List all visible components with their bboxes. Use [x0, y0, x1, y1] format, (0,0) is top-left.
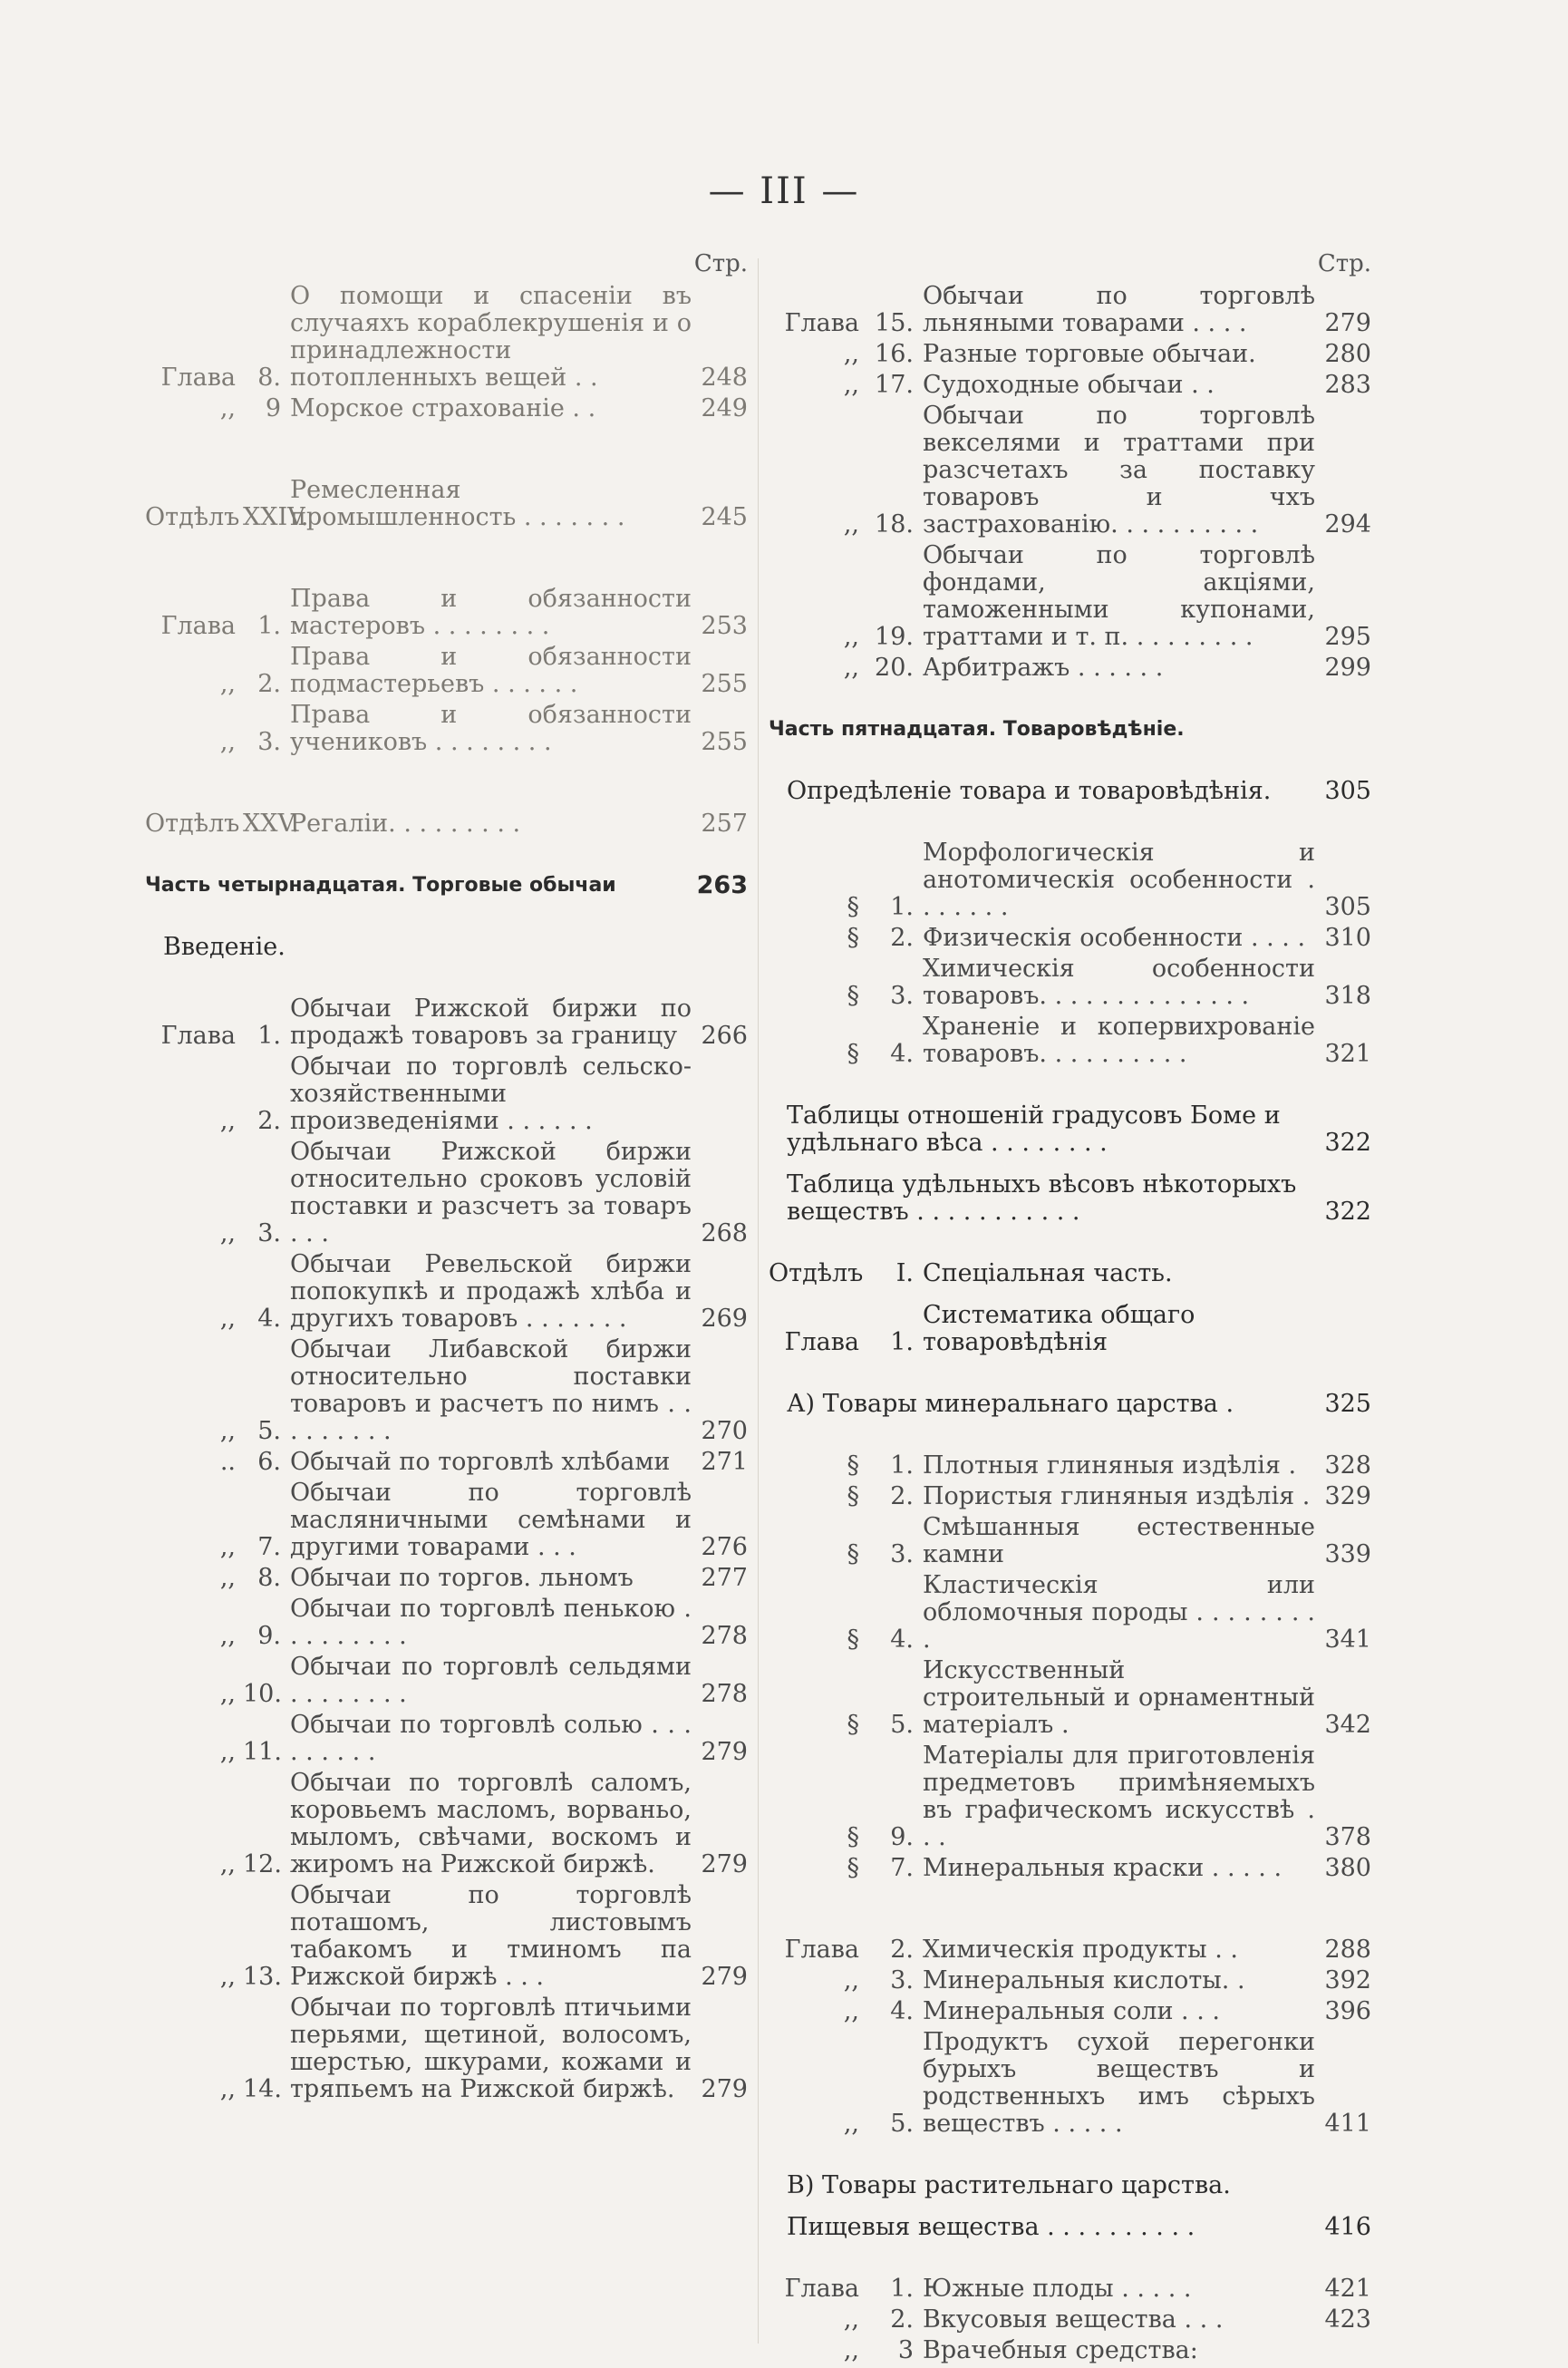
entry-page: 288: [1324, 1936, 1371, 1964]
toc-entry: [769, 1260, 1371, 1287]
entry-title: Обычаи по торговлѣ сельско-хозяйственными произведеніями . . . . . .: [290, 1053, 692, 1135]
entry-page: 328: [1324, 1451, 1371, 1480]
entry-title: О помощи и спасеніи въ случаяхъ кораблекрушенія и о принадлежности потопленныхъ вещей . .: [290, 282, 692, 392]
entry-number: 3: [897, 2336, 914, 2364]
entry-page: 310: [1324, 924, 1371, 952]
toc-entry: [145, 283, 748, 392]
entry-number: 5.: [257, 1417, 281, 1445]
entry-number: 9: [265, 394, 281, 422]
entry-number: 2.: [890, 924, 914, 952]
entry-label: ,,: [843, 623, 859, 651]
entry-number: 4.: [890, 1626, 914, 1654]
entry-title: Обычаи по торговлѣ пенькою . . . . . . . . .: [290, 1595, 692, 1650]
entry-title: Обычаи по торговлѣ птичьими перьями, щетиной, волосомъ, шерстью, шкурами, кожами и тряпьемъ на Рижской биржѣ.: [290, 1994, 692, 2103]
entry-title: Арбитражъ . . . . . .: [923, 654, 1164, 682]
entry-label: ,,: [219, 1680, 236, 1708]
entry-title: Смѣшанныя естественные камни: [923, 1513, 1315, 1568]
entry-title: Южные плоды . . . . .: [923, 2275, 1192, 2303]
toc-entry: [769, 403, 1371, 539]
toc-entry: [145, 1712, 748, 1766]
entry-title: Минеральныя краски . . . . .: [923, 1854, 1282, 1882]
entry-title: Систематика общаго товаровѣдѣнія: [923, 1301, 1195, 1356]
entry-title: Спеціальная часть.: [923, 1259, 1173, 1287]
toc-entry: [769, 542, 1371, 651]
page-number: — III —: [708, 170, 860, 212]
entry-title: Физическія особенности . . . .: [923, 924, 1306, 952]
entry-number: 9.: [890, 1823, 914, 1851]
entry-label: ,,: [843, 654, 859, 682]
toc-entry: [769, 839, 1371, 921]
toc-entry: [145, 1994, 748, 2103]
entry-title: Обычай по торговлѣ хлѣбами: [290, 1448, 671, 1476]
entry-label: Отдѣлъ: [769, 1259, 864, 1287]
toc-entry: [769, 1936, 1371, 1964]
entry-number: 3.: [890, 1966, 914, 1994]
entry-title: Таблица удѣльныхъ вѣсовъ нѣкоторыхъ веществъ . . . . . . . . . . .: [787, 1170, 1297, 1226]
entry-label: ,,: [843, 2110, 859, 2138]
entry-page: 423: [1324, 2305, 1371, 2334]
entry-number: 18.: [875, 510, 914, 539]
entry-number: 6.: [257, 1448, 281, 1476]
toc-entry: [769, 1483, 1371, 1510]
entry-label: Глава: [784, 2275, 859, 2303]
entry-label: §: [847, 1626, 859, 1654]
entry-label: ,,: [219, 1305, 236, 1333]
entry-title: Права и обязанности учениковъ . . . . . . . .: [290, 701, 692, 756]
entry-page: 342: [1324, 1711, 1371, 1739]
toc-entry: [145, 1882, 748, 1991]
entry-page: 411: [1324, 2110, 1371, 2138]
entry-label: Глава: [160, 1022, 236, 1050]
entry-number: 14.: [243, 2075, 282, 2103]
entry-page: 325: [1324, 1390, 1371, 1418]
entry-number: 20.: [875, 654, 914, 682]
entry-label: ,,: [843, 371, 859, 399]
entry-number: 3.: [890, 1540, 914, 1568]
entry-title: Регаліи. . . . . . . . .: [290, 810, 521, 838]
entry-number: 19.: [875, 623, 914, 651]
toc-entry: [769, 1998, 1371, 2025]
toc-entry: [769, 283, 1371, 337]
entry-title: Судоходные обычаи . .: [923, 371, 1215, 399]
entry-page: 269: [701, 1305, 748, 1333]
entry-page: 279: [701, 1963, 748, 1991]
entry-page: 396: [1324, 1997, 1371, 2025]
entry-title: Разные торговые обычаи.: [923, 340, 1256, 368]
entry-page: 378: [1324, 1823, 1371, 1851]
entry-number: 4.: [890, 1040, 914, 1068]
toc-entry: [145, 1336, 748, 1445]
entry-title: Морское страхованіе . .: [290, 394, 596, 422]
entry-title: Обычаи по торговлѣ саломъ, коровьемъ масломъ, ворваньо, мыломъ, свѣчами, воскомъ и жиромъ на Рижской биржѣ.: [290, 1769, 692, 1878]
toc-entry: [145, 995, 748, 1050]
entry-number: 3.: [257, 728, 281, 756]
entry-title: Пищевыя вещества . . . . . . . . . .: [787, 2213, 1195, 2241]
entry-title: Обычаи Либавской биржи относительно поставки товаровъ и расчетъ по нимъ . . . . . . . . .: [290, 1335, 692, 1445]
entry-title: Часть четырнадцатая. Торговые обычаи: [145, 874, 616, 897]
entry-label: Отдѣлъ: [145, 810, 240, 838]
entry-number: 9.: [257, 1622, 281, 1650]
entry-number: 1.: [890, 1328, 914, 1356]
entry-page: 266: [701, 1022, 748, 1050]
toc-entry: [769, 2214, 1371, 2241]
entry-label: §: [847, 924, 859, 952]
entry-page: 277: [701, 1564, 748, 1592]
entry-label: Глава: [160, 612, 236, 640]
toc-list-left: [145, 283, 748, 2103]
entry-label: §: [847, 1823, 859, 1851]
entry-label: ,,: [219, 1107, 236, 1135]
entry-number: I.: [895, 1259, 914, 1287]
entry-page: 305: [1324, 893, 1371, 921]
entry-number: 5.: [890, 2110, 914, 2138]
toc-entry: [769, 1452, 1371, 1480]
entry-label: ,,: [219, 1564, 236, 1592]
entry-title: Обычаи Ревельской биржи попокупкѣ и продажѣ хлѣба и другихъ товаровъ . . . . . . .: [290, 1250, 692, 1333]
entry-number: 3.: [257, 1219, 281, 1247]
toc-entry: [145, 1053, 748, 1135]
entry-label: ,,: [843, 510, 859, 539]
entry-title: Обычаи по торговлѣ векселями и траттами при разсчетахъ за поставку товаровъ и чхъ застрахованію. . . . . . . . . .: [923, 402, 1315, 539]
entry-number: 2.: [890, 2305, 914, 2334]
entry-page: 329: [1324, 1482, 1371, 1510]
toc-entry: [769, 2276, 1371, 2303]
toc-entry: [769, 778, 1371, 805]
entry-title: Морфологическія и анотомическія особенности . . . . . . .: [923, 839, 1315, 921]
toc-entry: [145, 872, 748, 899]
entry-number: 1.: [890, 1451, 914, 1480]
entry-title: Обычаи по торговлѣ поташомъ, листовымъ табакомъ и тминомъ па Рижской биржѣ . . .: [290, 1881, 692, 1991]
entry-title: В) Товары растительнаго царства.: [787, 2171, 1231, 2199]
entry-title: Продуктъ сухой перегонки бурыхъ веществъ и родственныхъ имъ сѣрыхъ веществъ . . . . .: [923, 2028, 1315, 2138]
entry-page: 271: [701, 1448, 748, 1476]
toc-entry: [145, 395, 748, 422]
entry-label: §: [847, 893, 859, 921]
entry-title: Кластическія или обломочныя породы . . . . . . . . .: [923, 1571, 1315, 1654]
entry-page: 276: [701, 1533, 748, 1561]
toc-list-right: [769, 283, 1371, 2364]
entry-number: 1.: [257, 1022, 281, 1050]
entry-page: 255: [701, 728, 748, 756]
toc-entry: [145, 1139, 748, 1247]
entry-page: 305: [1324, 777, 1371, 805]
entry-label: ,,: [219, 728, 236, 756]
toc-entry: [769, 1514, 1371, 1568]
entry-label: Глава: [784, 1328, 859, 1356]
toc-column-left: [145, 245, 748, 2107]
entry-number: 3.: [890, 982, 914, 1010]
entry-number: 4.: [257, 1305, 281, 1333]
toc-entry: [769, 956, 1371, 1010]
toc-entry: [769, 2306, 1371, 2334]
entry-page: 321: [1324, 1040, 1371, 1068]
entry-page: 278: [701, 1680, 748, 1708]
entry-title: Врачебныя средства:: [923, 2336, 1198, 2364]
entry-title: Обычаи по торговлѣ масляничными семѣнами и другими товарами . . .: [290, 1479, 692, 1561]
toc-entry: [769, 1742, 1371, 1851]
entry-page: 245: [701, 503, 748, 531]
entry-label: ,,: [219, 1417, 236, 1445]
entry-page: 279: [701, 2075, 748, 2103]
entry-title: Матеріалы для приготовленія предметовъ примѣняемыхъ въ графическомъ искусствѣ . . .: [923, 1742, 1315, 1851]
toc-entry: [145, 1251, 748, 1333]
entry-page: 322: [1324, 1129, 1371, 1157]
entry-label: Глава: [784, 309, 859, 337]
entry-number: 4.: [890, 1997, 914, 2025]
entry-title: Обычаи по торговлѣ льняными товарами . . . .: [923, 282, 1315, 337]
entry-number: 10.: [243, 1680, 282, 1708]
entry-title: Часть пятнадцатая. Товаровѣдѣніе.: [769, 718, 1185, 741]
entry-page: 294: [1324, 510, 1371, 539]
entry-label: §: [847, 982, 859, 1010]
entry-title: Обычаи по торговлѣ солью . . . . . . . . .: [290, 1711, 692, 1766]
toc-entry: [769, 2337, 1371, 2364]
entry-page: 380: [1324, 1854, 1371, 1882]
entry-page: 279: [701, 1850, 748, 1878]
entry-label: Отдѣлъ: [145, 503, 240, 531]
entry-page: 392: [1324, 1966, 1371, 1994]
entry-page: 283: [1324, 371, 1371, 399]
entry-label: ,,: [219, 1738, 236, 1766]
toc-entry: [145, 1654, 748, 1708]
entry-number: 2.: [257, 670, 281, 698]
toc-entry: [769, 1967, 1371, 1994]
entry-number: 8.: [257, 1564, 281, 1592]
entry-title: Опредѣленіе товара и товаровѣдѣнія.: [787, 777, 1272, 805]
toc-entry: [769, 2172, 1371, 2199]
entry-number: 1.: [257, 612, 281, 640]
entry-label: ,,: [219, 1850, 236, 1878]
entry-page: 253: [701, 612, 748, 640]
entry-title: Права и обязанности мастеровъ . . . . . . . .: [290, 585, 692, 640]
entry-title: Обычаи по торговлѣ фондами, акціями, таможенными купонами, траттами и т. п. . . . . . . . .: [923, 541, 1315, 651]
entry-number: 8.: [257, 364, 281, 392]
entry-page: 279: [1324, 309, 1371, 337]
entry-number: XXIV.: [243, 503, 309, 531]
entry-number: XXV.: [243, 810, 299, 838]
toc-entry: [769, 1014, 1371, 1068]
entry-label: §: [847, 1540, 859, 1568]
entry-label: §: [847, 1451, 859, 1480]
page-column-header: Стр.: [693, 250, 748, 277]
toc-entry: [769, 655, 1371, 682]
entry-number: 2.: [257, 1107, 281, 1135]
entry-title: Химическія продукты . .: [923, 1936, 1238, 1964]
entry-number: 1.: [890, 2275, 914, 2303]
toc-entry: [769, 1657, 1371, 1739]
entry-page: 421: [1324, 2275, 1371, 2303]
entry-number: 12.: [243, 1850, 282, 1878]
entry-page: 322: [1324, 1198, 1371, 1226]
entry-title: Искусственный строительный и орнаментный матеріалъ .: [923, 1656, 1315, 1739]
toc-entry: [769, 372, 1371, 399]
entry-label: ,,: [219, 670, 236, 698]
toc-entry: [769, 716, 1371, 743]
entry-title: Обычаи Рижской биржи по продажѣ товаровъ за границу: [290, 995, 692, 1050]
entry-page: 318: [1324, 982, 1371, 1010]
entry-page: 278: [701, 1622, 748, 1650]
entry-title: Минеральныя кислоты. .: [923, 1966, 1245, 1994]
entry-label: ,,: [219, 1963, 236, 1991]
entry-title: Вкусовыя вещества . . .: [923, 2305, 1224, 2334]
toc-entry: [145, 477, 748, 531]
entry-label: Глава: [160, 364, 236, 392]
entry-title: Химическія особенности товаровъ. . . . . . . . . . . . . .: [923, 955, 1315, 1010]
entry-number: 7.: [890, 1854, 914, 1882]
entry-title: Пористыя глиняныя издѣлія .: [923, 1482, 1311, 1510]
entry-label: ,,: [219, 394, 236, 422]
entry-label: ..: [219, 1448, 236, 1476]
toc-entry: [145, 1565, 748, 1592]
toc-entry: [769, 1171, 1371, 1226]
entry-title: Плотныя глиняныя издѣлія .: [923, 1451, 1297, 1480]
entry-page: 416: [1324, 2213, 1371, 2241]
entry-number: 2.: [890, 1482, 914, 1510]
entry-label: ,,: [219, 1622, 236, 1650]
entry-page: 268: [701, 1219, 748, 1247]
entry-number: 15.: [875, 309, 914, 337]
toc-entry: [769, 2029, 1371, 2138]
toc-entry: [145, 644, 748, 698]
toc-entry: [145, 1449, 748, 1476]
toc-entry: [769, 1391, 1371, 1418]
toc-entry: [145, 810, 748, 838]
entry-label: ,,: [219, 1533, 236, 1561]
entry-label: §: [847, 1482, 859, 1510]
entry-label: ,,: [843, 2336, 859, 2364]
toc-entry: [145, 934, 748, 961]
entry-title: Обычаи по торгов. льномъ: [290, 1564, 634, 1592]
entry-page: 279: [701, 1738, 748, 1766]
toc-entry: [145, 1480, 748, 1561]
entry-number: 17.: [875, 371, 914, 399]
entry-page: 299: [1324, 654, 1371, 682]
entry-label: ,,: [843, 340, 859, 368]
entry-page: 280: [1324, 340, 1371, 368]
column-divider: [758, 258, 759, 2344]
entry-page: 295: [1324, 623, 1371, 651]
entry-page: 270: [701, 1417, 748, 1445]
toc-entry: [769, 925, 1371, 952]
entry-number: 13.: [243, 1963, 282, 1991]
toc-entry: [769, 1302, 1371, 1356]
entry-page: 339: [1324, 1540, 1371, 1568]
entry-page: 248: [701, 364, 748, 392]
entry-label: ,,: [843, 2305, 859, 2334]
entry-page: 249: [701, 394, 748, 422]
entry-page: 263: [696, 871, 748, 899]
entry-number: 7.: [257, 1533, 281, 1561]
page-column-header: Стр.: [1317, 250, 1371, 277]
toc-entry: [769, 1572, 1371, 1654]
entry-label: §: [847, 1040, 859, 1068]
entry-title: Обычаи Рижской биржи относительно сроковъ условій поставки и разсчетъ за товаръ . . .: [290, 1138, 692, 1247]
entry-title: Обычаи по торговлѣ сельдями . . . . . . . .: [290, 1653, 692, 1708]
toc-column-right: [769, 245, 1371, 2368]
entry-title: Храненіе и копервихрованіе товаровъ. . . . . . . . . .: [923, 1013, 1315, 1068]
entry-label: Глава: [784, 1936, 859, 1964]
entry-page: 257: [701, 810, 748, 838]
entry-title: Минеральныя соли . . .: [923, 1997, 1220, 2025]
entry-title: Введеніе.: [163, 933, 286, 961]
entry-label: ,,: [219, 2075, 236, 2103]
toc-entry: [145, 586, 748, 640]
entry-label: ,,: [843, 1997, 859, 2025]
entry-page: 341: [1324, 1626, 1371, 1654]
toc-entry: [145, 1770, 748, 1878]
entry-number: 16.: [875, 340, 914, 368]
entry-label: §: [847, 1711, 859, 1739]
entry-number: 2.: [890, 1936, 914, 1964]
entry-number: 11.: [243, 1738, 282, 1766]
entry-title: Права и обязанности подмастерьевъ . . . . . .: [290, 643, 692, 698]
toc-entry: [769, 1855, 1371, 1882]
toc-entry: [145, 1596, 748, 1650]
toc-entry: [769, 341, 1371, 368]
entry-label: ,,: [843, 1966, 859, 1994]
entry-number: 5.: [890, 1711, 914, 1739]
entry-label: §: [847, 1854, 859, 1882]
toc-entry: [769, 1102, 1371, 1157]
entry-title: А) Товары минеральнаго царства .: [787, 1390, 1234, 1418]
entry-title: Таблицы отношеній градусовъ Боме и удѣльнаго вѣса . . . . . . . .: [787, 1102, 1281, 1157]
entry-number: 1.: [890, 893, 914, 921]
entry-label: ,,: [219, 1219, 236, 1247]
entry-page: 255: [701, 670, 748, 698]
entry-title: Ремесленная промышленность . . . . . . .: [290, 476, 625, 531]
toc-entry: [145, 702, 748, 756]
